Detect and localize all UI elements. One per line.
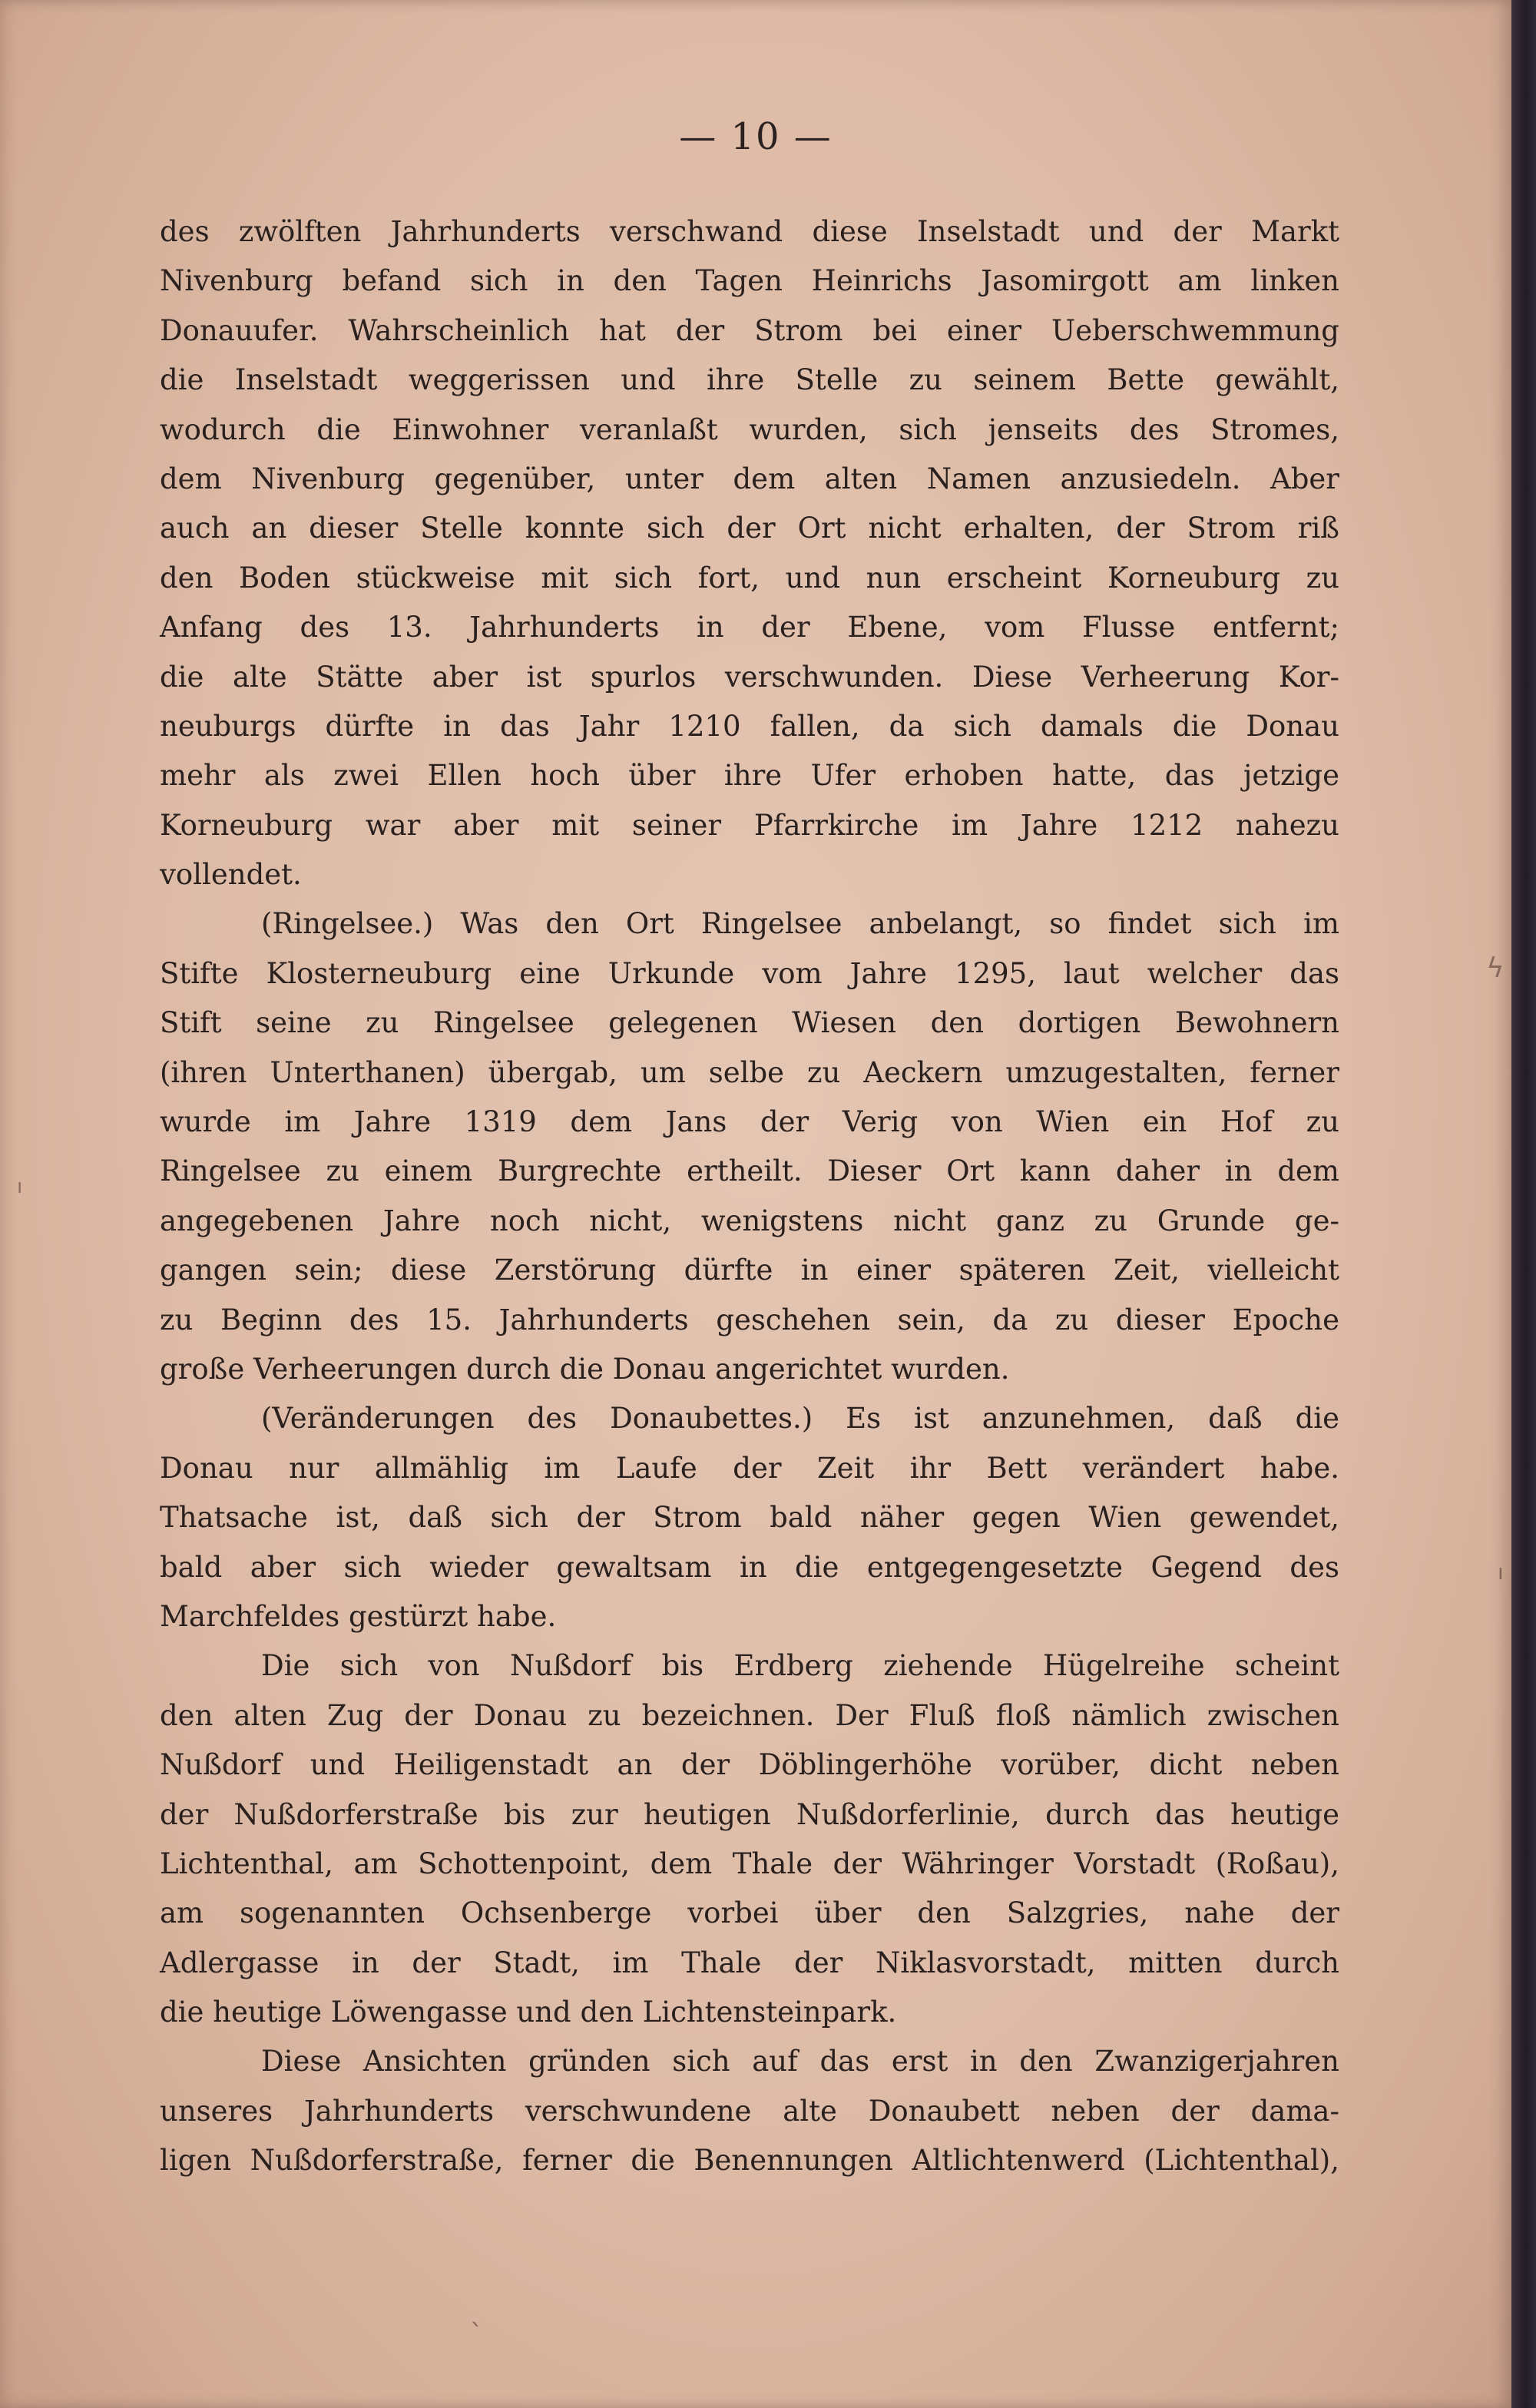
text-line: neuburgs dürfte in das Jahr 1210 fallen, da sich damals die Donau: [160, 709, 1339, 743]
text-line: Adlergasse in der Stadt, im Thale der Niklasvorstadt, mitten durch: [160, 1946, 1339, 1979]
text-line: gangen sein; diese Zerstörung dürfte in einer späteren Zeit, vielleicht: [160, 1254, 1339, 1287]
text-line: bald aber sich wieder gewaltsam in die entgegengesetzte Gegend des: [160, 1550, 1339, 1584]
text-line: der Nußdorferstraße bis zur heutigen Nußdorferlinie, durch das heutige: [160, 1797, 1339, 1831]
section-heading-line: (Ringelsee.) Was den Ort Ringelsee anbelangt, so findet sich im: [261, 907, 1339, 941]
text-line: Stifte Klosterneuburg eine Urkunde vom Jahre 1295, laut welcher das: [160, 956, 1339, 990]
text-line: Anfang des 13. Jahrhunderts in der Ebene, vom Flusse entfernt;: [160, 611, 1339, 644]
paragraph-start-line: Diese Ansichten gründen sich auf das erst in den Zwanzigerjahren: [261, 2045, 1339, 2078]
text-line: Nußdorf und Heiligenstadt an der Döblingerhöhe vorüber, dicht neben: [160, 1748, 1339, 1782]
text-line: Ringelsee zu einem Burgrechte ertheilt. Dieser Ort kann daher in dem: [160, 1154, 1339, 1188]
text-line: Thatsache ist, daß sich der Strom bald näher gegen Wien gewendet,: [160, 1501, 1339, 1535]
body-text: [160, 207, 1339, 2186]
text-line: wurde im Jahre 1319 dem Jans der Verig von Wien ein Hof zu: [160, 1105, 1339, 1139]
page-number: — 10 —: [679, 115, 833, 158]
text-line: wodurch die Einwohner veranlaßt wurden, sich jenseits des Stromes,: [160, 412, 1339, 446]
text-line: am sogenannten Ochsenberge vorbei über den Salzgries, nahe der: [160, 1896, 1339, 1930]
paper-blemish-mark: ϟ: [1486, 952, 1505, 984]
text-line: auch an dieser Stelle konnte sich der Ort nicht erhalten, der Strom riß: [160, 512, 1339, 545]
section-heading-line: (Veränderungen des Donaubettes.) Es ist anzunehmen, daß die: [261, 1402, 1339, 1436]
text-line: Nivenburg befand sich in den Tagen Heinrichs Jasomirgott am linken: [160, 264, 1339, 298]
text-line: Donau nur allmählig im Laufe der Zeit ihr Bett verändert habe.: [160, 1451, 1339, 1485]
text-line: die Inselstadt weggerissen und ihre Stelle zu seinem Bette gewählt,: [160, 363, 1339, 397]
text-line: die heutige Löwengasse und den Lichtensteinpark.: [160, 1996, 897, 2029]
text-line: den alten Zug der Donau zu bezeichnen. Der Fluß floß nämlich zwischen: [160, 1698, 1339, 1732]
text-line: (ihren Unterthanen) übergab, um selbe zu Aeckern umzugestalten, ferner: [160, 1055, 1339, 1089]
paper-blemish-mark: ı: [17, 1175, 23, 1198]
text-line: vollendet.: [160, 858, 302, 892]
text-line: angegebenen Jahre noch nicht, wenigstens nicht ganz zu Grunde ge-: [160, 1204, 1339, 1237]
text-line: Korneuburg war aber mit seiner Pfarrkirche im Jahre 1212 nahezu: [160, 808, 1339, 842]
book-spine-edge: [1511, 0, 1536, 2408]
paper-blemish-mark: ˎ: [470, 2297, 483, 2327]
text-line: Lichtenthal, am Schottenpoint, dem Thale der Währinger Vorstadt (Roßau),: [160, 1847, 1339, 1880]
paragraph-start-line: Die sich von Nußdorf bis Erdberg ziehende Hügelreihe scheint: [261, 1649, 1339, 1683]
text-line: Marchfeldes gestürzt habe.: [160, 1599, 557, 1633]
text-line: Donauufer. Wahrscheinlich hat der Strom bei einer Ueberschwemmung: [160, 313, 1339, 347]
text-line: dem Nivenburg gegenüber, unter dem alten Namen anzusiedeln. Aber: [160, 462, 1339, 495]
text-line: den Boden stückweise mit sich fort, und nun erscheint Korneuburg zu: [160, 561, 1339, 595]
text-line: die alte Stätte aber ist spurlos verschwunden. Diese Verheerung Kor-: [160, 660, 1339, 694]
text-line: große Verheerungen durch die Donau angerichtet wurden.: [160, 1352, 1010, 1386]
text-line: mehr als zwei Ellen hoch über ihre Ufer erhoben hatte, das jetzige: [160, 759, 1339, 793]
text-line: ligen Nußdorferstraße, ferner die Benennungen Altlichtenwerd (Lichtenthal),: [160, 2144, 1339, 2178]
text-line: des zwölften Jahrhunderts verschwand diese Inselstadt und der Markt: [160, 215, 1339, 248]
paper-blemish-mark: ı: [1498, 1559, 1504, 1585]
text-line: Stift seine zu Ringelsee gelegenen Wiesen den dortigen Bewohnern: [160, 1006, 1339, 1040]
text-line: zu Beginn des 15. Jahrhunderts geschehen sein, da zu dieser Epoche: [160, 1303, 1339, 1336]
text-line: unseres Jahrhunderts verschwundene alte Donaubett neben der dama-: [160, 2094, 1339, 2128]
